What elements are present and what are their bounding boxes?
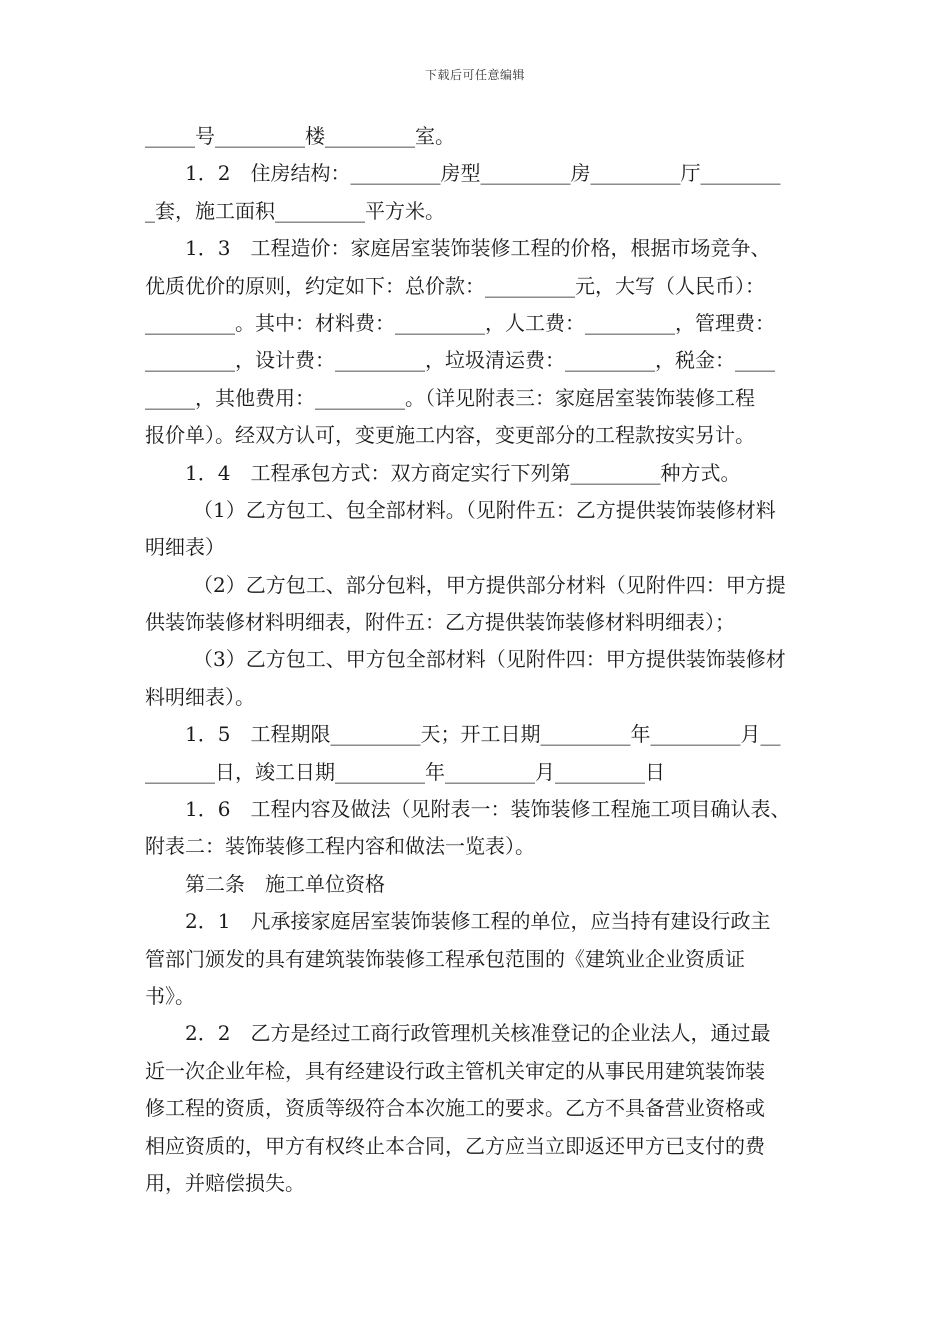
text-line: 相应资质的，甲方有权终止本合同，乙方应当立即返还甲方已支付的费 bbox=[145, 1133, 765, 1158]
text-line: 修工程的资质，资质等级符合本次施工的要求。乙方不具备营业资格或 bbox=[145, 1096, 765, 1121]
text-line: （3）乙方包工、甲方包全部材料（见附件四：甲方提供装饰装修材 bbox=[193, 647, 786, 672]
text-line: 报价单）。经双方认可，变更施工内容，变更部分的工程款按实另计。 bbox=[145, 423, 755, 448]
text-line: 1．3 工程造价：家庭居室装饰装修工程的价格，根据市场竞争、 bbox=[185, 236, 771, 261]
text-line: 第二条 施工单位资格 bbox=[185, 871, 385, 896]
text-line: 1．2 住房结构：_________房型_________房_________厅________ bbox=[185, 161, 781, 186]
text-line: 2．1 凡承接家庭居室装饰装修工程的单位，应当持有建设行政主 bbox=[185, 909, 771, 934]
text-line: 1．5 工程期限_________天；开工日期_________年_________月__ bbox=[185, 722, 781, 747]
text-line: _________。其中：材料费：_________，人工费：_________，管理费： bbox=[145, 310, 775, 335]
text-line: _____号_________楼_________室。 bbox=[145, 124, 455, 148]
text-line: 管部门颁发的具有建筑装饰装修工程承包范围的《建筑业企业资质证 bbox=[145, 946, 745, 971]
text-line: （2）乙方包工、部分包料，甲方提供部分材料（见附件四：甲方提 bbox=[193, 572, 786, 597]
document-body bbox=[145, 118, 811, 1202]
text-line: 2．2 乙方是经过工商行政管理机关核准登记的企业法人，通过最 bbox=[185, 1021, 771, 1046]
text-line: 供装饰装修材料明细表，附件五：乙方提供装饰装修材料明细表）； bbox=[145, 610, 735, 635]
text-line: 优质优价的原则，约定如下：总价款：_________元，大写（人民币）： bbox=[145, 273, 765, 298]
text-line: _____，其他费用：_________。（详见附表三：家庭居室装饰装修工程 bbox=[145, 385, 755, 410]
text-line: _________，设计费：_________，垃圾清运费：_________，税金：____ bbox=[145, 348, 775, 373]
text-line: 料明细表）。 bbox=[145, 684, 255, 709]
text-line: 1．4 工程承包方式：双方商定实行下列第_________种方式。 bbox=[185, 460, 741, 485]
text-line: 附表二：装饰装修工程内容和做法一览表）。 bbox=[145, 834, 535, 859]
text-line: _套，施工面积_________平方米。 bbox=[145, 198, 445, 223]
text-line: 明细表） bbox=[145, 535, 225, 560]
text-line: 1．6 工程内容及做法（见附表一：装饰装修工程施工项目确认表、 bbox=[185, 797, 791, 822]
text-line: _______日，竣工日期_________年_________月_________日 bbox=[145, 759, 665, 784]
text-line: 近一次企业年检，具有经建设行政主管机关审定的从事民用建筑装饰装 bbox=[145, 1058, 765, 1083]
header-note: 下载后可任意编辑 bbox=[424, 68, 525, 82]
text-line: （1）乙方包工、包全部材料。（见附件五：乙方提供装饰装修材料 bbox=[193, 497, 776, 522]
text-line: 书》。 bbox=[145, 983, 195, 1008]
text-line: 用，并赔偿损失。 bbox=[145, 1170, 305, 1195]
